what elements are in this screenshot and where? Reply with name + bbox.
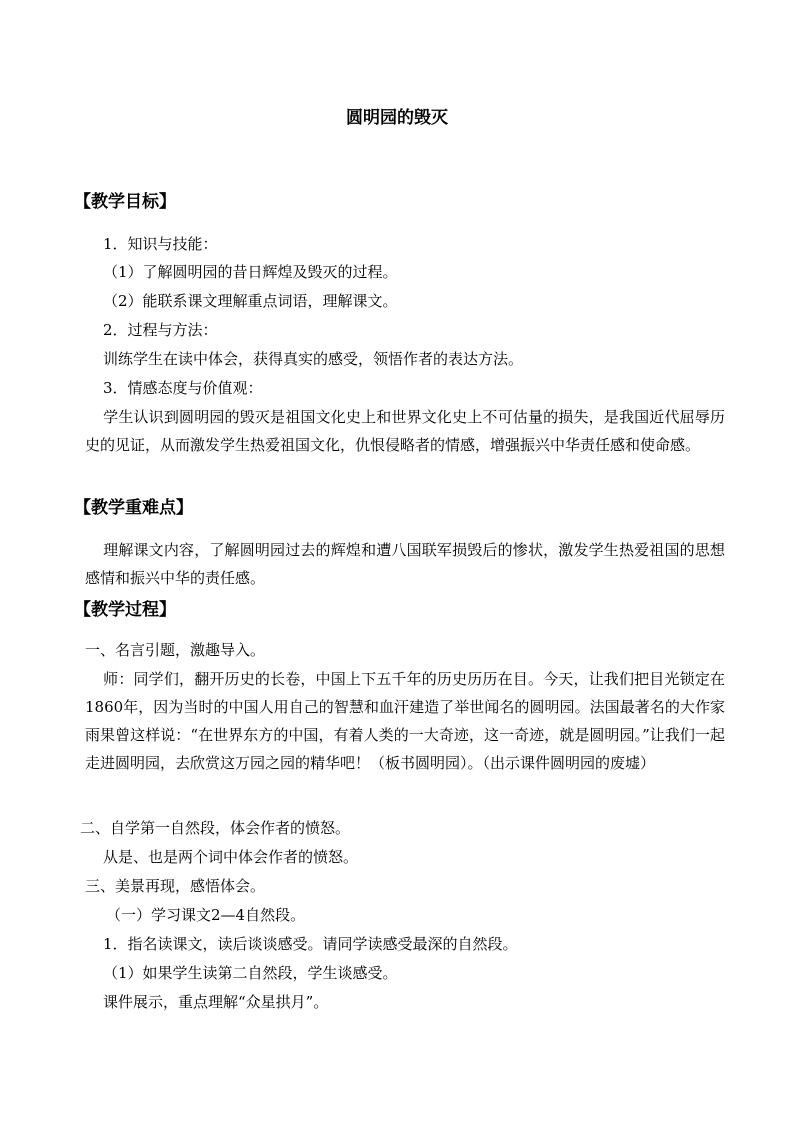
section-heading-key-points: 【教学重难点】 bbox=[74, 498, 193, 518]
goal-item-3-text bbox=[85, 403, 725, 459]
process-step-3: 三、美景再现，感悟体会。 bbox=[85, 877, 266, 895]
process-step-3-sub: （一）学习课文2—4自然段。 bbox=[106, 906, 306, 924]
section-heading-goals: 【教学目标】 bbox=[74, 192, 176, 212]
goal-item-3-text-content: 学生认识到圆明园的毁灭是祖国文化史上和世界文化史上不可估量的损失，是我国近代屈辱历史的见证，从而激发学生热爱祖国文化，仇恨侵略者的情感，增强振兴中华责任感和使命感。 bbox=[85, 408, 725, 454]
process-step-2-text: 从是、也是两个词中体会作者的愤怒。 bbox=[103, 848, 359, 866]
key-points-text-content: 理解课文内容，了解圆明园过去的辉煌和遭八国联军损毁后的惨状，激发学生热爱祖国的思想感情和振兴中华的责任感。 bbox=[85, 541, 725, 587]
goal-item-3: 3．情感态度与价值观： bbox=[103, 379, 263, 397]
process-step-3-item-1-sub-1-text: 课件展示，重点理解“众星拱月”。 bbox=[103, 993, 329, 1011]
goal-item-1: 1．知识与技能： bbox=[103, 235, 218, 253]
process-step-2: 二、自学第一自然段，体会作者的愤怒。 bbox=[80, 819, 351, 837]
section-heading-process: 【教学过程】 bbox=[74, 600, 176, 620]
goal-item-2: 2．过程与方法： bbox=[103, 321, 218, 339]
key-points-text bbox=[85, 536, 725, 592]
process-step-3-item-1: 1．指名读课文，读后谈谈感受。请同学读感受最深的自然段。 bbox=[103, 935, 518, 953]
goal-item-1-sub-1: （1）了解圆明园的昔日辉煌及毁灭的过程。 bbox=[103, 263, 398, 281]
process-step-1-text bbox=[85, 665, 725, 777]
process-step-1-text-content: 师：同学们，翻开历史的长卷，中国上下五千年的历史历历在目。今天，让我们把目光锁定在1860年，因为当时的中国人用自己的智慧和血汗建造了举世闻名的圆明园。法国最著名的大作家雨果曾这样说：“在世界东方的中国，有着人类的一大奇迹，这一奇迹，就是圆明园。”让我们一起走进圆明园，去欣赏这万园之园的精华吧！（板书圆明园）。（出示课件圆明园的废墟） bbox=[85, 670, 725, 772]
goal-item-1-sub-2: （2）能联系课文理解重点词语，理解课文。 bbox=[103, 292, 398, 310]
process-step-1: 一、名言引题，激趣导入。 bbox=[85, 641, 266, 659]
goal-item-2-text: 训练学生在读中体会，获得真实的感受，领悟作者的表达方法。 bbox=[103, 350, 524, 368]
process-step-3-item-1-sub-1: （1）如果学生读第二自然段，学生谈感受。 bbox=[103, 964, 398, 982]
page-title: 圆明园的毁灭 bbox=[346, 108, 448, 128]
